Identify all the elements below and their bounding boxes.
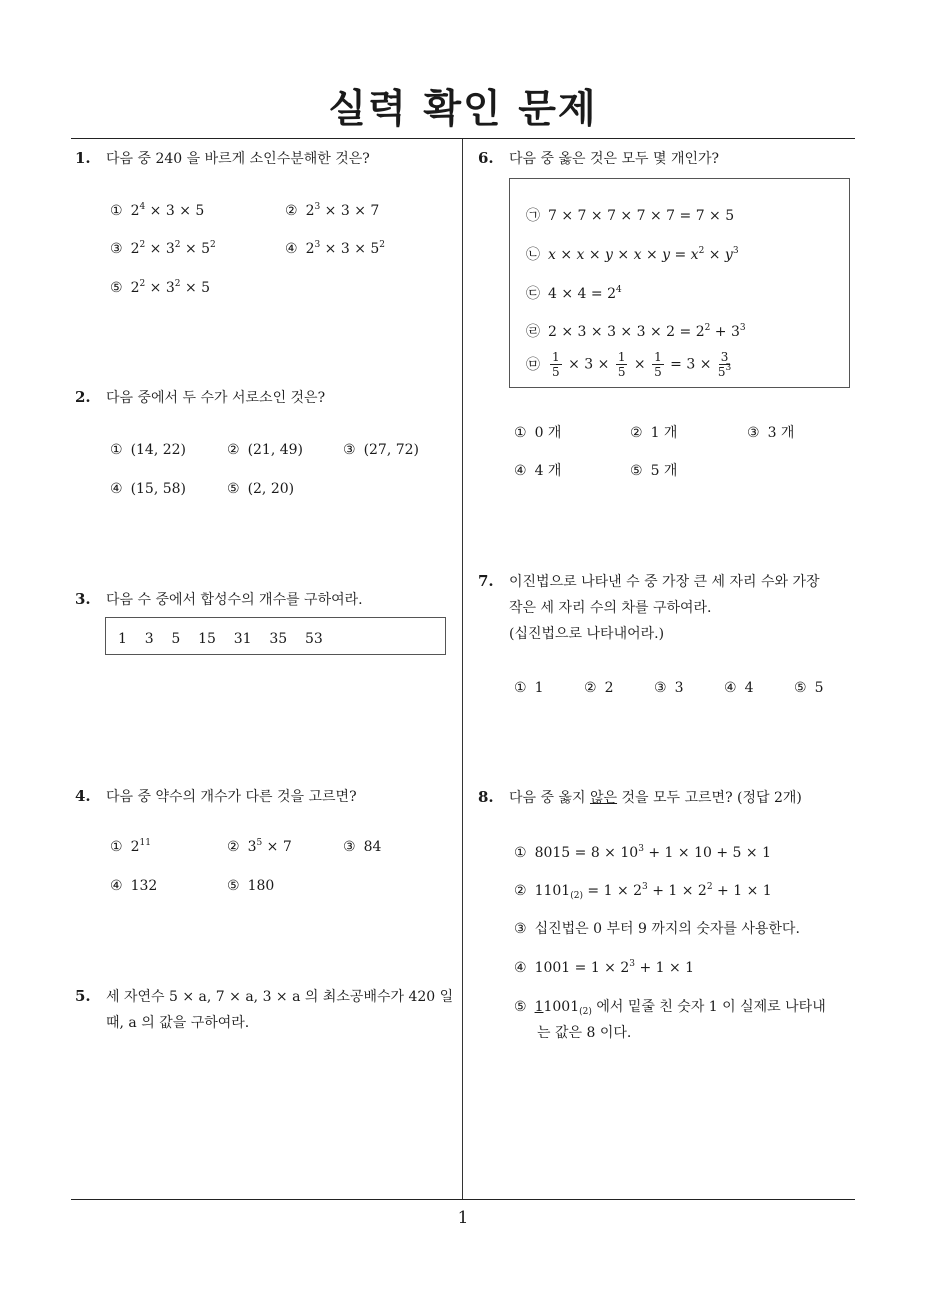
question-number: 4. (75, 787, 91, 805)
option-1[interactable]: ① $2^{11}$ (110, 838, 151, 855)
question-text: 다음 수 중에서 합성수의 개수를 구하여라. (106, 592, 363, 608)
option-2[interactable]: ② 2 (584, 680, 614, 696)
option-1[interactable]: ① 0 개 (514, 425, 562, 441)
option-1[interactable]: ① 1 (514, 680, 544, 696)
question-text-line-2: 때, a 의 값을 구하여라. (106, 1015, 250, 1031)
question-text-line-1: 세 자연수 5 × a, 7 × a, 3 × a 의 최소공배수가 420 일 (106, 989, 454, 1005)
option-5-line-2: 는 값은 8 이다. (537, 1025, 632, 1041)
option-3[interactable]: ③ 3 (654, 680, 684, 696)
option-5[interactable]: ⑤ 5 (794, 680, 824, 696)
question-number: 5. (75, 987, 91, 1005)
option-4[interactable]: ④ $1001 = 1 \times 2^3 + 1 \times 1$ (514, 959, 695, 976)
option-5[interactable]: ⑤ $2^2 \times 3^2 \times 5$ (110, 279, 211, 296)
option-3[interactable]: ③ 84 (343, 839, 382, 855)
option-2[interactable]: ② $2^3 \times 3 \times 7$ (285, 202, 380, 219)
question-number: 3. (75, 590, 91, 608)
column-divider (462, 139, 463, 1200)
option-1[interactable]: ① $8015 = 8 \times 10^3 + 1 \times 10 + 5 \times 1$ (514, 844, 771, 861)
option-3[interactable]: ③ $2^2 \times 3^2 \times 5^2$ (110, 240, 216, 257)
question-number: 7. (478, 572, 494, 590)
option-1[interactable]: ① (14, 22) (110, 442, 187, 458)
option-4[interactable]: ④ 4 (724, 680, 754, 696)
statement-1: ㉠ 7 × 7 × 7 × 7 × 7 = 7 × 5 (526, 208, 735, 224)
question-number: 6. (478, 149, 494, 167)
statement-2: ㉡ $x \times x \times y \times x \times y = x^2 \times y^3$ (526, 246, 739, 263)
statement-5: ㉤ $\frac{1}{5}$ × 3 × $\frac{1}{5}$ × $\frac{1}{5}$ = 3 × $\frac{3}{5^3}$ (526, 350, 732, 379)
number-list: 1 3 5 15 31 35 53 (118, 631, 323, 647)
question-number: 2. (75, 388, 91, 406)
page-number: 1 (457, 1208, 469, 1228)
question-text: 다음 중 옳지 않은 것을 모두 고르면? (정답 2개) (509, 790, 802, 806)
statement-3: ㉢ $4 \times 4 = 2^4$ (526, 285, 622, 302)
number-box (105, 617, 446, 655)
option-4[interactable]: ④ 4 개 (514, 463, 562, 479)
option-1[interactable]: ① $2^4 \times 3 \times 5$ (110, 202, 205, 219)
question-text-line-3: (십진법으로 나타내어라.) (509, 626, 665, 642)
option-3[interactable]: ③ (27, 72) (343, 442, 420, 458)
question-number: 8. (478, 788, 494, 806)
option-5[interactable]: ⑤ $11001_{(2)}$ 에서 밑줄 친 숫자 1 이 실제로 나타내 (514, 999, 826, 1017)
question-number: 1. (75, 149, 91, 167)
option-5[interactable]: ⑤ 180 (227, 878, 275, 894)
option-4[interactable]: ④ $2^3 \times 3 \times 5^2$ (285, 240, 386, 257)
option-5[interactable]: ⑤ 5 개 (630, 463, 678, 479)
footer-rule (71, 1199, 855, 1200)
statement-4: ㉣ $2 \times 3 \times 3 \times 3 \times 2 = 2^2 + 3^3$ (526, 323, 746, 340)
option-3[interactable]: ③ 십진법은 0 부터 9 까지의 숫자를 사용한다. (514, 921, 800, 937)
question-text: 다음 중 옳은 것은 모두 몇 개인가? (509, 151, 720, 167)
option-3[interactable]: ③ 3 개 (747, 425, 795, 441)
question-text-line-2: 작은 세 자리 수의 차를 구하여라. (509, 600, 712, 616)
option-2[interactable]: ② $3^5 \times 7$ (227, 838, 292, 855)
question-text: 다음 중 약수의 개수가 다른 것을 고르면? (106, 789, 357, 805)
question-text: 다음 중에서 두 수가 서로소인 것은? (106, 390, 326, 406)
option-4[interactable]: ④ (15, 58) (110, 481, 187, 497)
option-4[interactable]: ④ 132 (110, 878, 158, 894)
option-2[interactable]: ② 1 개 (630, 425, 678, 441)
page-title: 실력 확인 문제 (328, 87, 598, 132)
option-2[interactable]: ② (21, 49) (227, 442, 304, 458)
question-text: 다음 중 240 을 바르게 소인수분해한 것은? (106, 151, 370, 167)
option-2[interactable]: ② $1101_{(2)} = 1 \times 2^3 + 1 \times 2^2 + 1 \times 1$ (514, 882, 772, 901)
header-rule (71, 138, 855, 139)
statement-box (509, 178, 850, 388)
option-5[interactable]: ⑤ (2, 20) (227, 481, 295, 497)
question-text-line-1: 이진법으로 나타낸 수 중 가장 큰 세 자리 수와 가장 (509, 574, 820, 590)
